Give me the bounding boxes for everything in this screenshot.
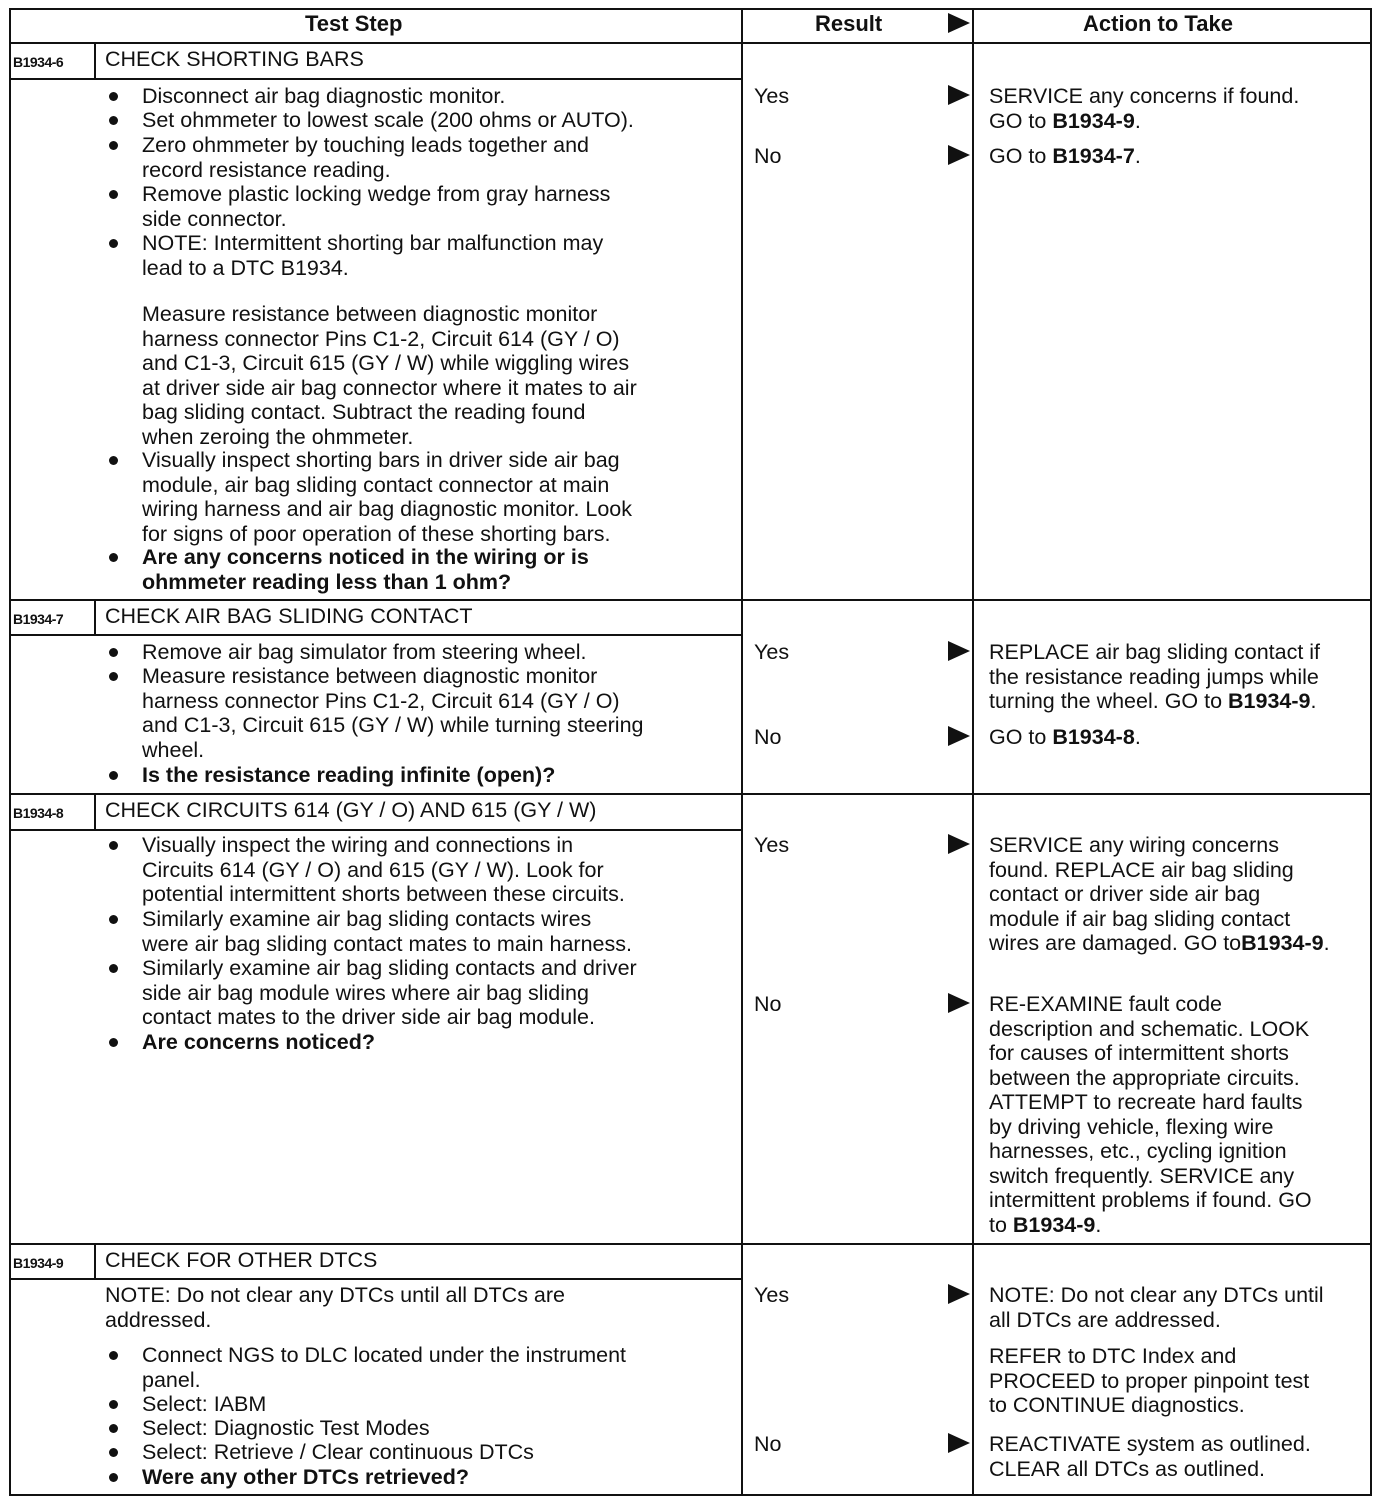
action-text: RE-EXAMINE fault code — [989, 992, 1223, 1016]
no-action — [989, 1139, 1287, 1164]
step-title: CHECK FOR OTHER DTCS — [105, 1248, 378, 1272]
bullet-icon — [109, 1424, 118, 1433]
right-arrow-icon — [948, 834, 970, 854]
action-text: . — [1323, 931, 1330, 955]
bullet-icon — [109, 116, 118, 125]
step-paragraph: at driver side air bag connector where it mates to air — [142, 375, 637, 400]
section-divider — [9, 1243, 1372, 1245]
yes-action — [989, 1308, 1221, 1333]
action-text: by driving vehicle, flexing wire — [989, 1114, 1274, 1139]
section-divider — [9, 793, 1372, 795]
step-text: Connect NGS to DLC located under the instrument — [142, 1343, 627, 1367]
step-text: contact mates to the driver side air bag module. — [142, 1005, 595, 1029]
header-bottom-border — [9, 42, 1372, 44]
yes-action — [989, 1393, 1245, 1418]
action-text: contact or driver side air bag — [989, 882, 1261, 906]
right-arrow-icon — [948, 85, 970, 105]
title-underline — [9, 829, 741, 831]
action-text: harnesses, etc., cycling ignition — [989, 1139, 1287, 1163]
code-box-border — [94, 599, 96, 634]
yes-action — [989, 931, 1330, 956]
step-text: were air bag sliding contact mates to main harness. — [142, 931, 632, 956]
yes-action — [989, 1344, 1236, 1369]
step-paragraph: when zeroing the ohmmeter. — [142, 424, 414, 449]
step-code: B1934-8 — [13, 805, 64, 821]
step-text: Remove plastic locking wedge from gray harness — [142, 182, 611, 206]
table-right-border — [1370, 8, 1372, 1496]
no-action — [989, 1457, 1265, 1482]
action-text: SERVICE any concerns if found. — [989, 84, 1300, 108]
action-text: . — [1134, 108, 1141, 133]
step-reference[interactable]: B1934-7 — [1052, 144, 1135, 168]
result-yes: Yes — [754, 833, 790, 857]
bullet-icon — [109, 1038, 118, 1047]
action-text: module if air bag sliding contact — [989, 906, 1291, 931]
action-text: wires are damaged. GO to — [989, 931, 1242, 955]
action-text: description and schematic. LOOK — [989, 1016, 1310, 1041]
step-text: Select: Diagnostic Test Modes — [142, 1416, 430, 1440]
action-text: GO to — [989, 108, 1053, 133]
action-text: the resistance reading jumps while — [989, 664, 1319, 689]
step-reference[interactable]: B1934-9 — [1228, 689, 1311, 713]
header-action: Action to Take — [1083, 11, 1233, 36]
step-paragraph: harness connector Pins C1-2, Circuit 614 (GY / O) — [142, 326, 620, 351]
bullet-icon — [109, 964, 118, 973]
result-no: No — [754, 144, 782, 168]
step-paragraph: Measure resistance between diagnostic monitor — [142, 302, 598, 326]
action-text: turning the wheel. GO to — [989, 689, 1229, 713]
action-text: . — [1134, 144, 1141, 168]
no-action — [989, 1090, 1302, 1115]
title-underline — [9, 1278, 741, 1280]
bullet-icon — [109, 841, 118, 850]
no-action — [989, 1017, 1309, 1042]
right-arrow-icon — [948, 641, 970, 661]
action-text: NOTE: Do not clear any DTCs until — [989, 1283, 1324, 1307]
action-text: REFER to DTC Index and — [989, 1344, 1237, 1368]
step-text: Visually inspect shorting bars in driver side air bag — [142, 448, 620, 472]
header-arrow-icon — [948, 13, 970, 33]
question-text: Were any other DTCs retrieved? — [142, 1465, 469, 1489]
result-yes: Yes — [754, 640, 790, 664]
note-text: addressed. — [105, 1307, 212, 1332]
step-text: potential intermittent shorts between these circuits. — [142, 882, 625, 906]
yes-action — [989, 665, 1319, 690]
section-divider — [9, 599, 1372, 601]
bullet-icon — [109, 456, 118, 465]
no-action — [989, 1066, 1300, 1091]
step-text: Remove air bag simulator from steering wheel. — [142, 640, 587, 664]
action-text: REACTIVATE system as outlined. — [989, 1432, 1311, 1456]
no-action — [989, 144, 1141, 169]
code-box-border — [94, 793, 96, 829]
step-text: NOTE: Intermittent shorting bar malfunction may — [142, 231, 604, 255]
step-text: Zero ohmmeter by touching leads together and — [142, 133, 589, 157]
header-result: Result — [815, 11, 883, 36]
yes-action — [989, 84, 1299, 109]
step-text: side connector. — [142, 206, 287, 231]
action-text: GO to — [989, 725, 1053, 749]
action-text: between the appropriate circuits. — [989, 1065, 1300, 1090]
table-left-border — [9, 8, 11, 1496]
result-yes: Yes — [754, 84, 790, 108]
step-title: CHECK SHORTING BARS — [105, 47, 364, 71]
bullet-icon — [109, 1473, 118, 1482]
yes-action — [989, 858, 1294, 883]
bullet-icon — [109, 553, 118, 562]
table-top-border — [9, 8, 1372, 10]
question-text: Are concerns noticed? — [142, 1030, 375, 1054]
no-action — [989, 1188, 1312, 1213]
no-action — [989, 1432, 1311, 1457]
bullet-icon — [109, 771, 118, 780]
header-test-step: Test Step — [305, 11, 403, 36]
action-text: GO to — [989, 144, 1053, 168]
step-text: Select: IABM — [142, 1392, 267, 1416]
action-text: to — [989, 1212, 1013, 1237]
action-text: . — [1134, 725, 1141, 749]
table-bottom-border — [9, 1494, 1372, 1496]
yes-action — [989, 882, 1260, 907]
step-text: side air bag module wires where air bag sliding — [142, 980, 589, 1005]
action-text: all DTCs are addressed. — [989, 1307, 1221, 1332]
action-text: . — [1095, 1212, 1102, 1237]
result-yes: Yes — [754, 1283, 790, 1307]
yes-action — [989, 907, 1290, 932]
bullet-icon — [109, 915, 118, 924]
step-code: B1934-7 — [13, 611, 64, 627]
step-text: Disconnect air bag diagnostic monitor. — [142, 84, 506, 108]
step-reference[interactable]: B1934-9 — [1241, 931, 1324, 955]
action-text: CLEAR all DTCs as outlined. — [989, 1456, 1266, 1481]
action-text: for causes of intermittent shorts — [989, 1041, 1289, 1065]
bullet-icon — [109, 672, 118, 681]
question-text: Is the resistance reading infinite (open)? — [142, 763, 556, 787]
bullet-icon — [109, 1400, 118, 1409]
result-column-border — [741, 8, 743, 1496]
bullet-icon — [109, 1351, 118, 1360]
step-text: Similarly examine air bag sliding contacts and driver — [142, 956, 637, 980]
code-box-border — [94, 42, 96, 78]
step-paragraph: and C1-3, Circuit 615 (GY / W) while wiggling wires — [142, 351, 630, 375]
question-text: Are any concerns noticed in the wiring or is — [142, 545, 589, 569]
bullet-icon — [109, 648, 118, 657]
no-action — [989, 1213, 1101, 1238]
title-underline — [9, 634, 741, 636]
right-arrow-icon — [948, 726, 970, 746]
step-text: Similarly examine air bag sliding contacts wires — [142, 907, 592, 931]
step-text: wheel. — [142, 737, 205, 762]
action-text: to CONTINUE diagnostics. — [989, 1393, 1245, 1417]
right-arrow-icon — [948, 1284, 970, 1304]
bullet-icon — [109, 1448, 118, 1457]
step-text: harness connector Pins C1-2, Circuit 614 (GY / O) — [142, 688, 620, 713]
step-code: B1934-9 — [13, 1255, 64, 1271]
step-text: module, air bag sliding contact connector at main — [142, 472, 610, 497]
result-no: No — [754, 1432, 782, 1456]
yes-action — [989, 109, 1141, 134]
note-text: NOTE: Do not clear any DTCs until all DTCs are — [105, 1283, 565, 1307]
step-reference[interactable]: B1934-8 — [1052, 725, 1135, 749]
step-text: Measure resistance between diagnostic monitor — [142, 664, 598, 688]
step-reference[interactable]: B1934-9 — [1012, 1212, 1096, 1237]
bullet-icon — [109, 141, 118, 150]
step-text: Set ohmmeter to lowest scale (200 ohms or AUTO). — [142, 108, 634, 132]
yes-action — [989, 1283, 1324, 1308]
action-text: SERVICE any wiring concerns — [989, 833, 1279, 857]
title-underline — [9, 78, 741, 80]
step-text: panel. — [142, 1367, 201, 1392]
step-text: for signs of poor operation of these shorting bars. — [142, 521, 611, 546]
step-text: wiring harness and air bag diagnostic monitor. Look — [142, 497, 633, 521]
action-text: . — [1310, 689, 1317, 713]
step-paragraph: bag sliding contact. Subtract the reading found — [142, 400, 586, 424]
action-text: REPLACE air bag sliding contact if — [989, 640, 1321, 664]
action-text: ATTEMPT to recreate hard faults — [989, 1090, 1303, 1114]
bullet-icon — [109, 92, 118, 101]
step-title: CHECK CIRCUITS 614 (GY / O) AND 615 (GY / W) — [105, 798, 597, 822]
bullet-icon — [109, 239, 118, 248]
bullet-icon — [109, 190, 118, 199]
step-text: Select: Retrieve / Clear continuous DTCs — [142, 1440, 534, 1464]
no-action — [989, 1041, 1289, 1066]
step-text: record resistance reading. — [142, 157, 391, 182]
result-no: No — [754, 725, 782, 749]
step-title: CHECK AIR BAG SLIDING CONTACT — [105, 604, 473, 628]
step-text: Circuits 614 (GY / O) and 615 (GY / W). Look for — [142, 857, 604, 882]
action-text: switch frequently. SERVICE any — [989, 1163, 1295, 1188]
action-column-border — [972, 8, 974, 1496]
yes-action — [989, 1369, 1309, 1394]
action-text: PROCEED to proper pinpoint test — [989, 1368, 1310, 1393]
yes-action — [989, 640, 1320, 665]
result-no: No — [754, 992, 782, 1016]
code-box-border — [94, 1243, 96, 1278]
yes-action — [989, 689, 1317, 714]
yes-action — [989, 833, 1279, 858]
action-text: intermittent problems if found. GO — [989, 1188, 1312, 1212]
step-reference[interactable]: B1934-9 — [1052, 108, 1135, 133]
no-action — [989, 725, 1141, 750]
no-action — [989, 1115, 1273, 1140]
right-arrow-icon — [948, 1433, 970, 1453]
question-text: ohmmeter reading less than 1 ohm? — [142, 569, 512, 594]
step-text: lead to a DTC B1934. — [142, 255, 349, 280]
step-text: Visually inspect the wiring and connections in — [142, 833, 574, 857]
right-arrow-icon — [948, 993, 970, 1013]
step-text: and C1-3, Circuit 615 (GY / W) while turning steering — [142, 713, 644, 737]
action-text: found. REPLACE air bag sliding — [989, 857, 1294, 882]
no-action — [989, 992, 1222, 1017]
step-code: B1934-6 — [13, 54, 64, 70]
right-arrow-icon — [948, 145, 970, 165]
no-action — [989, 1164, 1294, 1189]
